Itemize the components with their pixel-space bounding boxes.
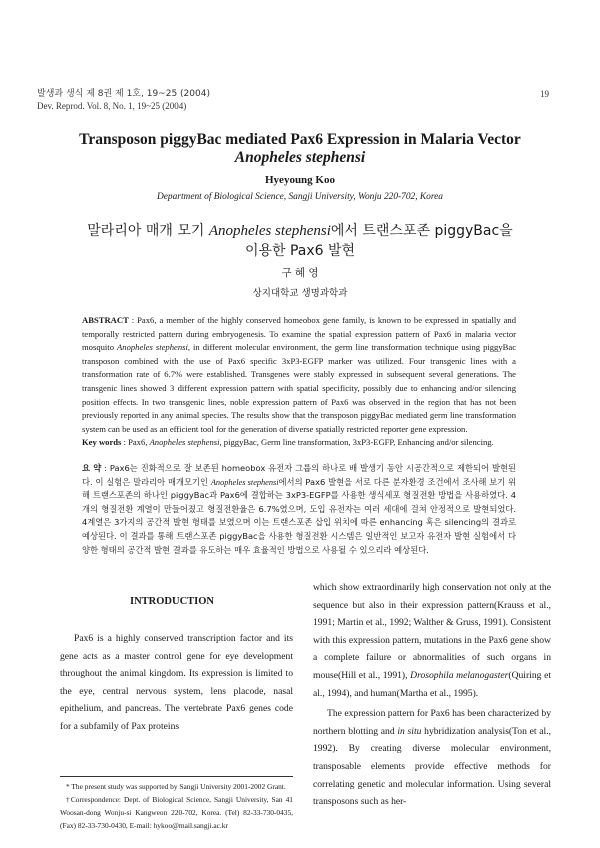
paper-title-species: Anopheles stephensi: [234, 149, 366, 166]
abstract-label: ABSTRACT: [82, 315, 129, 325]
footnote-correspondence: †Correspondence: Dept. of Biological Science, Sangji University, San 41 Woosan-dong Wonju-si Kangweon 220-702, Korea. (Tel) 82-33-730-0435, (Fax) 82-33-730-0430, E-mail: hykoo@mail.sangji.ac.kr: [60, 795, 293, 830]
author-affiliation: Department of Biological Science, Sangji University, Wonju 220-702, Korea: [157, 192, 443, 202]
korean-abstract-label: 요 약: [82, 463, 102, 473]
abstract: ABSTRACT : Pax6, a member of the highly conserved homeobox gene family, is known to be expressed in spatially and temporally restricted pattern during embryogenesis. To examine the spatial expression pattern of Pax6 in malaria vector mosquito Anopheles stephensi, in different molecular environment, the germ line transformation technique using piggyBac transposon combined with the use of Pax6 specific 3xP3-EGFP marker was utilized. Four transgenic lines with a transformation rate of 6.7% were established. Transgenes were stably expressed in subsequent several generations. The transgenic lines showed 3 different expression pattern with spatial specificity, possibly due to enhancing and/or silencing position effects. In two transgenic lines, noble expression pattern of Pax6 was observed in the region that has not been previously reported in any animal species. The results show that the transposon piggyBac mediated germ line transformation system can be used as an efficient tool for the generation of diverse spatially restricted reporter gene expression.: [82, 315, 517, 434]
paper-title: Transposon piggyBac mediated Pax6 Expression in Malaria Vector: [79, 131, 521, 148]
right-paragraph-2: The expression pattern for Pax6 has been characterized by northern blotting and in situ hybridization analysis(Ton et al., 1992). By creating diverse molecular environment, transposable elements provide effective methods for correlating genetic and molecular information. Using several transposons such as her-: [313, 708, 551, 808]
page-number: 19: [540, 89, 549, 99]
author-name: Hyeyoung Koo: [265, 174, 335, 186]
keywords: Key words : Pax6, Anopheles stephensi, piggyBac, Germ line transformation, 3xP3-EGFP, Enhancing and/or silencing.: [82, 437, 494, 447]
journal-citation-ko: 발생과 생식 제 8권 제 1호, 19~25 (2004): [37, 89, 210, 99]
intro-paragraph-1: Pax6 is a highly conserved transcription factor and its gene acts as a master control gene for eye development throughout the animal kingdom. Its expression is limited to the eye, central nervous system, lens placode, nasal epithelium, and pancreas. The vertebrate Pax6 genes code for a subfamily of Pax proteins: [60, 633, 293, 732]
korean-title: 말라리아 매개 모기 Anopheles stephensi에서 트랜스포존 piggyBac을: [87, 223, 513, 239]
korean-affiliation: 상지대학교 생명과학과: [252, 288, 348, 299]
korean-abstract: 요 약 : Pax6는 진화적으로 잘 보존된 homeobox 유전자 그룹의 하나로 배 발생기 동안 시공간적으로 제한되어 발현된다. 이 실험은 말라리아 매개모기인 Anopheles stephensi에서의 Pax6 발현을 서로 다른 분자환경 조건에서 조사해 보기 위해 트랜스포존의 하나인 piggyBac과 Pax6에 결합하는 3xP3-EGFP를 사용한 생식세포 형질전환 방법을 사용하였다. 4개의 형질전환 계열이 만들어졌고 형질전환율은 6.7%였으며, 도입 유전자는 여러 세대에 걸쳐 안정적으로 발현되었다. 4계열은 3가지의 공간적 발현 형태를 보였으며 이는 트랜스포존 삽입 위치에 따른 enhancing 혹은 silencing의 결과로 예상된다. 이 결과를 통해 트랜스포존 piggyBac을 사용한 형질전환 시스템은 일반적인 보고자 유전자 발현 실험에서 다양한 형태의 공간적 발현 결과를 유도하는 매우 효율적인 방법으로 사용될 수 있으리라 예상된다.: [82, 463, 517, 555]
journal-citation-en: Dev. Reprod. Vol. 8, No. 1, 19~25 (2004): [37, 101, 187, 111]
footnote-divider: [60, 776, 293, 777]
korean-title-line2: 이용한 Pax6 발현: [244, 243, 356, 259]
footnote-grant: * The present study was supported by Sangji University 2001-2002 Grant.: [66, 782, 286, 791]
right-column-text: [313, 579, 551, 811]
section-heading-introduction: INTRODUCTION: [130, 596, 215, 607]
korean-author: 구 혜 영: [281, 267, 319, 279]
right-paragraph-1: which show extraordinarily high conservation not only at the sequence but also in their expression pattern(Krauss et al., 1991; Martin et al., 1992; Walther & Gruss, 1991). Consistent with this expression pattern, mutations in the Pax6 gene show a complete failure or abnormalities of such organs in mouse(Hill et al., 1991), Drosophila melanogaster(Quiring et al., 1994), and human(Martha et al., 1995).: [313, 582, 551, 699]
